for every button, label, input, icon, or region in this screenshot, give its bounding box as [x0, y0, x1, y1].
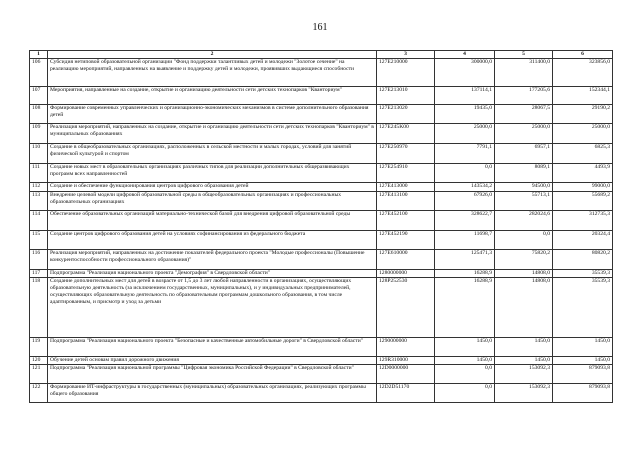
row-description: Субсидия нетиповой образовательной организации "Фонд поддержки талантливых детей и молодежи "Золотое сечение" на реализацию мероприятий, направленных на выявление и поддержку детей и молодежи, проявивших выдающиеся способности	[48, 59, 377, 87]
table-row	[30, 338, 613, 357]
table-row	[30, 270, 613, 278]
row-value-col4: 0,0	[435, 365, 495, 384]
row-number: 118	[30, 278, 48, 338]
row-value-col5: 8089,1	[495, 164, 553, 183]
row-description: Мероприятия, направленные на создание, открытие и организацию деятельности сети детских технопарков "Кванториум"	[48, 87, 377, 105]
row-value-col4: 16288,9	[435, 278, 495, 338]
page-number: 161	[312, 22, 328, 33]
row-number: 108	[30, 105, 48, 124]
row-value-col6: 323856,0	[553, 59, 613, 87]
row-description: Создание и обеспечение функционирования центров цифрового образования детей	[48, 183, 377, 192]
row-value-col6: 99000,0	[553, 183, 613, 192]
row-value-col4: 0,0	[435, 164, 495, 183]
row-code: 12D2D51170	[377, 384, 435, 403]
row-value-col5: 14808,0	[495, 278, 553, 338]
row-number: 110	[30, 144, 48, 164]
row-number: 122	[30, 384, 48, 403]
row-value-col4: 11698,7	[435, 231, 495, 250]
row-value-col6: 35539,3	[553, 270, 613, 278]
row-value-col4: 300000,0	[435, 59, 495, 87]
row-value-col6: 879093,8	[553, 365, 613, 384]
col-header-2: 2	[48, 51, 377, 59]
row-value-col6: 152344,1	[553, 87, 613, 105]
row-code: 127E213020	[377, 105, 435, 124]
col-header-3: 3	[377, 51, 435, 59]
row-value-col6: 25000,0	[553, 124, 613, 144]
row-value-col5: 94500,0	[495, 183, 553, 192]
col-header-1: 1	[30, 51, 48, 59]
row-value-col5: 282024,6	[495, 211, 553, 231]
row-value-col5: 6957,1	[495, 144, 553, 164]
row-description: Обеспечение образовательных организаций материально-технической базой для внедрения цифровой образовательной среды	[48, 211, 377, 231]
col-header-4: 4	[435, 51, 495, 59]
header-row	[30, 51, 613, 59]
row-description: Создание новых мест в образовательных организациях различных типов для реализации дополнительных общеразвивающих программ всех направленностей	[48, 164, 377, 183]
row-description: Создание центров цифрового образования детей на условиях софинансирования из федерального бюджета	[48, 231, 377, 250]
row-value-col4: 0,0	[435, 384, 495, 403]
table-row	[30, 87, 613, 105]
table-row	[30, 105, 613, 124]
col-header-6: 6	[553, 51, 613, 59]
row-code: 127E250970	[377, 144, 435, 164]
row-value-col5: 311400,0	[495, 59, 553, 87]
row-code: 127E245K00	[377, 124, 435, 144]
row-value-col6: 6825,3	[553, 144, 613, 164]
row-value-col5: 1450,0	[495, 357, 553, 365]
row-code: 12D0000000	[377, 365, 435, 384]
row-value-col6: 879093,8	[553, 384, 613, 403]
row-number: 109	[30, 124, 48, 144]
row-number: 114	[30, 211, 48, 231]
row-value-col4: 16288,9	[435, 270, 495, 278]
table-row	[30, 384, 613, 403]
row-value-col4: 1450,0	[435, 338, 495, 357]
row-code: 127E213010	[377, 87, 435, 105]
row-code: 1290000000	[377, 338, 435, 357]
row-code: 127E413100	[377, 192, 435, 211]
row-number: 106	[30, 59, 48, 87]
row-value-col6: 1450,0	[553, 357, 613, 365]
table-row	[30, 231, 613, 250]
row-value-col6: 20324,4	[553, 231, 613, 250]
row-value-col4: 7791,1	[435, 144, 495, 164]
row-value-col5: 1450,0	[495, 338, 553, 357]
row-value-col4: 137114,1	[435, 87, 495, 105]
row-value-col4: 67926,0	[435, 192, 495, 211]
row-code: 127E413000	[377, 183, 435, 192]
table-row	[30, 144, 613, 164]
row-value-col4: 1450,0	[435, 357, 495, 365]
row-description: Реализация мероприятий, направленных на создание, открытие и организацию деятельности сети детских технопарков "Кванториум" в муниципальных образованиях	[48, 124, 377, 144]
row-code: 128P252530	[377, 278, 435, 338]
table-row	[30, 124, 613, 144]
row-value-col4: 328622,7	[435, 211, 495, 231]
row-value-col6: 312735,3	[553, 211, 613, 231]
row-value-col6: 35539,3	[553, 278, 613, 338]
row-code: 127E210000	[377, 59, 435, 87]
row-value-col6: 80820,2	[553, 250, 613, 270]
row-number: 115	[30, 231, 48, 250]
row-value-col5: 0,0	[495, 231, 553, 250]
row-number: 113	[30, 192, 48, 211]
row-code: 129R310000	[377, 357, 435, 365]
row-code: 127E452190	[377, 231, 435, 250]
row-description: Создание дополнительных мест для детей в возрасте от 1,5 до 3 лет любой направленности в организациях, осуществляющих образовательную деятельность (за исключением государственных, муниципальных), и у индивидуальных предпринимателей, осуществляющих образовательную деятельность по образовательным программам дошкольного образования, в том числе адаптированным, и присмотр и уход за детьми	[48, 278, 377, 338]
row-code: 127E452100	[377, 211, 435, 231]
row-number: 121	[30, 365, 48, 384]
row-number: 116	[30, 250, 48, 270]
table-row	[30, 357, 613, 365]
row-description: Подпрограмма "Реализация национального проекта "Демография" в Свердловской области"	[48, 270, 377, 278]
row-description: Подпрограмма "Реализация национальной программы "Цифровая экономика Российской Федерации" в Свердловской области"	[48, 365, 377, 384]
row-number: 117	[30, 270, 48, 278]
table-row	[30, 192, 613, 211]
row-value-col4: 19435,0	[435, 105, 495, 124]
row-value-col6: 29190,2	[553, 105, 613, 124]
row-number: 107	[30, 87, 48, 105]
row-description: Внедрение целевой модели цифровой образовательной среды в общеобразовательных организациях и профессиональных образовательных организациях	[48, 192, 377, 211]
row-code: 1280000000	[377, 270, 435, 278]
row-value-col5: 28067,5	[495, 105, 553, 124]
row-value-col5: 153092,3	[495, 384, 553, 403]
row-description: Обучение детей основам правил дорожного движения	[48, 357, 377, 365]
table-row	[30, 211, 613, 231]
row-number: 120	[30, 357, 48, 365]
row-description: Создание в общеобразовательных организациях, расположенных в сельской местности и малых городах, условий для занятий физической культурой и спортом	[48, 144, 377, 164]
row-description: Формирование ИТ-инфраструктуры в государственных (муниципальных) образовательных организациях, реализующих программы общего образования	[48, 384, 377, 403]
row-number: 112	[30, 183, 48, 192]
row-value-col5: 75820,2	[495, 250, 553, 270]
row-number: 119	[30, 338, 48, 357]
row-value-col4: 125471,3	[435, 250, 495, 270]
table-row	[30, 59, 613, 87]
row-description: Формирование современных управленческих и организационно-экономических механизмов в системе дополнительного образования детей	[48, 105, 377, 124]
row-value-col5: 153092,3	[495, 365, 553, 384]
budget-table	[29, 50, 613, 403]
row-number: 111	[30, 164, 48, 183]
table-row	[30, 278, 613, 338]
table-row	[30, 164, 613, 183]
table-row	[30, 250, 613, 270]
table-row	[30, 365, 613, 384]
row-value-col5: 25000,0	[495, 124, 553, 144]
row-code: 127E610000	[377, 250, 435, 270]
col-header-5: 5	[495, 51, 553, 59]
row-value-col5: 14808,0	[495, 270, 553, 278]
row-value-col4: 143534,2	[435, 183, 495, 192]
row-value-col4: 25000,0	[435, 124, 495, 144]
row-description: Реализация мероприятий, направленных на достижение показателей федерального проекта "Молодые профессионалы (Повышение конкурентоспособности профессионального образования)"	[48, 250, 377, 270]
row-code: 127E254910	[377, 164, 435, 183]
row-value-col5: 55713,1	[495, 192, 553, 211]
row-value-col6: 1450,0	[553, 338, 613, 357]
row-value-col6: 55689,2	[553, 192, 613, 211]
table-row	[30, 183, 613, 192]
row-description: Подпрограмма "Реализация национального проекта "Безопасные и качественные автомобильные дороги" в Свердловской области"	[48, 338, 377, 357]
row-value-col6: 4493,9	[553, 164, 613, 183]
row-value-col5: 177205,6	[495, 87, 553, 105]
